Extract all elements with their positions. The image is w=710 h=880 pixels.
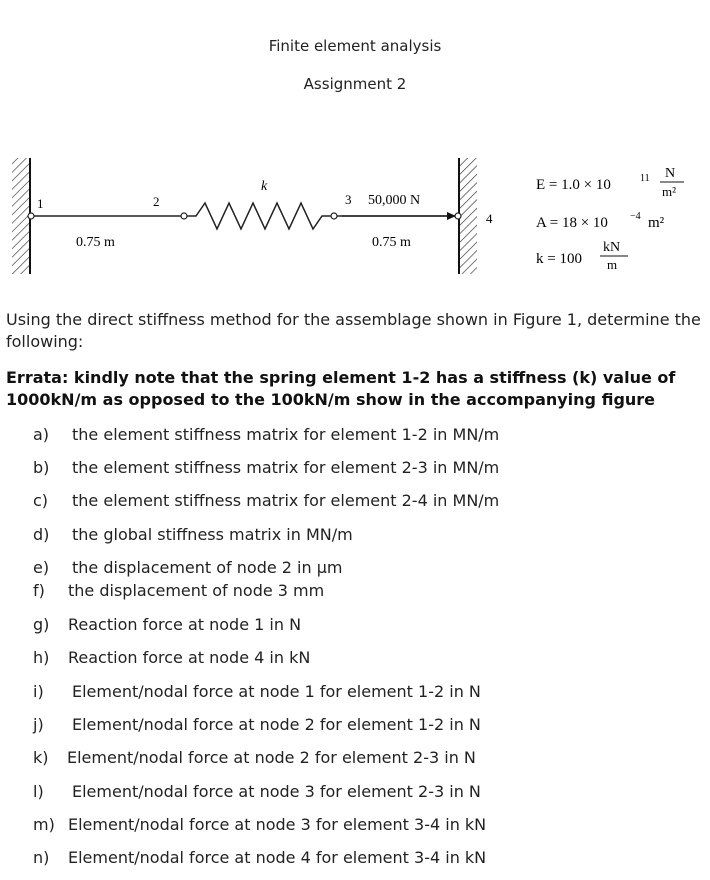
node-3-marker <box>331 213 337 219</box>
spring-element <box>184 203 334 229</box>
document-subtitle: Assignment 2 <box>303 75 407 93</box>
question-label: i) <box>33 682 44 701</box>
question-text: Reaction force at node 1 in N <box>68 615 302 634</box>
question-text: the element stiffness matrix for element 1-2 in MN/m <box>72 425 500 444</box>
question-label: j) <box>33 715 44 734</box>
e-modulus-text: E = 1.0 × 10 <box>536 177 611 193</box>
instructions-paragraph: Using the direct stiffness method for the assemblage shown in Figure 1, determine the following: <box>6 310 701 351</box>
question-text: the global stiffness matrix in MN/m <box>72 525 353 544</box>
question-text: Element/nodal force at node 2 for element 1-2 in N <box>72 715 481 734</box>
stiffness-unit-denominator: m <box>607 257 618 272</box>
node-1-marker <box>28 213 34 219</box>
assemblage-figure <box>0 150 710 285</box>
node-4-label: 4 <box>486 211 493 226</box>
e-unit-numerator: N <box>665 166 676 181</box>
node-2-label: 2 <box>153 194 160 209</box>
right-wall <box>459 158 477 274</box>
question-text: Element/nodal force at node 3 for element 3-4 in kN <box>68 815 487 834</box>
question-label: k) <box>33 748 49 767</box>
question-label: c) <box>33 491 49 510</box>
material-properties <box>536 166 684 272</box>
question-text: Reaction force at node 4 in kN <box>68 648 311 667</box>
node-1-label: 1 <box>37 196 44 211</box>
area-exponent: −4 <box>630 211 641 222</box>
force-arrowhead <box>447 212 456 220</box>
left-wall <box>12 158 30 274</box>
question-label: n) <box>33 848 50 867</box>
e-modulus-exponent: 11 <box>640 173 650 184</box>
force-label: 50,000 N <box>368 193 421 208</box>
question-label: l) <box>33 782 44 801</box>
question-text: the displacement of node 3 mm <box>68 581 325 600</box>
spring-label: k <box>261 179 268 194</box>
question-label: e) <box>33 558 50 577</box>
area-text: A = 18 × 10 <box>536 215 608 231</box>
question-text: the element stiffness matrix for element 2-4 in MN/m <box>72 491 500 510</box>
question-label: d) <box>33 525 50 544</box>
question-text: the element stiffness matrix for element 2-3 in MN/m <box>72 458 500 477</box>
errata-note: Errata: kindly note that the spring element 1-2 has a stiffness (k) value of 1000kN/m as opposed to the 100kN/m show in the accompanying figure <box>6 368 676 409</box>
question-text: Element/nodal force at node 1 for element 1-2 in N <box>72 682 481 701</box>
node-3-label: 3 <box>345 192 352 207</box>
question-label: h) <box>33 648 50 667</box>
question-label: b) <box>33 458 50 477</box>
node-2-marker <box>181 213 187 219</box>
question-label: m) <box>33 815 55 834</box>
question-text: Element/nodal force at node 4 for element 3-4 in kN <box>68 848 487 867</box>
question-text: Element/nodal force at node 2 for element 2-3 in N <box>67 748 476 767</box>
question-label: a) <box>33 425 50 444</box>
length-left-label: 0.75 m <box>76 235 115 250</box>
question-text: Element/nodal force at node 3 for element 2-3 in N <box>72 782 481 801</box>
area-unit: m² <box>648 215 665 231</box>
document-title: Finite element analysis <box>268 37 442 55</box>
question-label: g) <box>33 615 50 634</box>
length-right-label: 0.75 m <box>372 235 411 250</box>
stiffness-unit-numerator: kN <box>603 240 621 255</box>
question-label: f) <box>33 581 45 600</box>
question-text: the displacement of node 2 in μm <box>72 558 343 577</box>
e-unit-denominator: m² <box>662 184 677 199</box>
stiffness-text: k = 100 <box>536 251 582 267</box>
